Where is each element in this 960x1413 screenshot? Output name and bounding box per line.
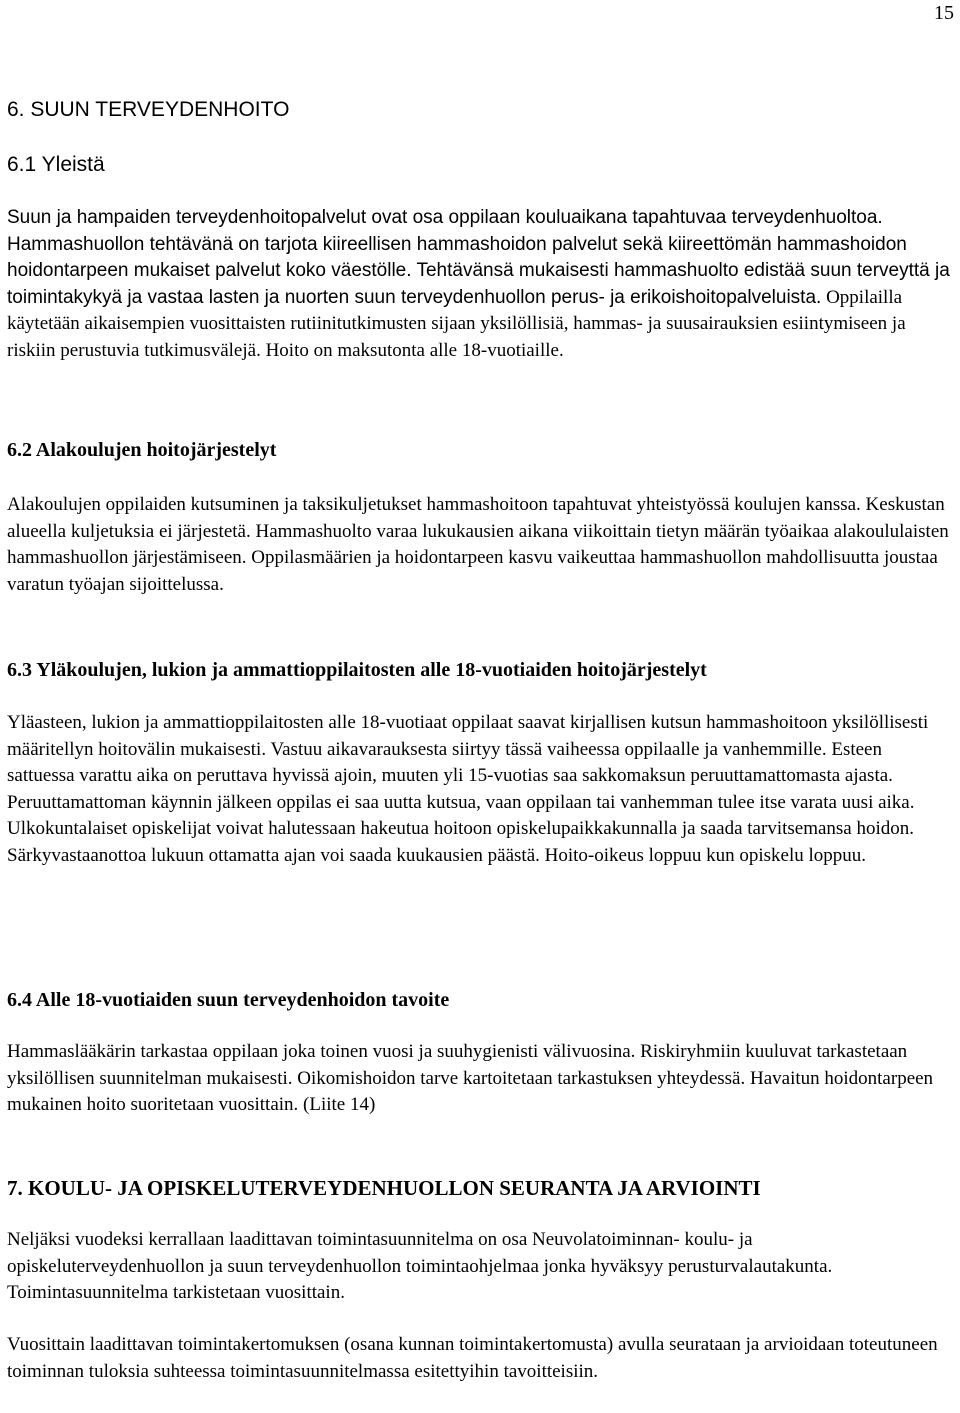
section-6-heading: 6. SUUN TERVEYDENHOITO <box>7 98 290 121</box>
section-6-3-paragraph: Yläasteen, lukion ja ammattioppilaitosten alle 18-vuotiaat oppilaat saavat kirjallisen kutsun hammashoitoon yksilöllisesti määritellyn hoitovälin mukaisesti. Vastuu aikavarauksesta siirtyy tässä vaiheessa oppilaalle ja vanhemmille. Esteen sattuessa varattu aika on peruttava hyvissä ajoin, muuten yli 15-vuotias saa sakkomaksun peruuttamattomasta ajasta. Peruuttamattoman käynnin jälkeen oppilas ei saa uutta kutsua, vaan oppilaan tai vanhemman tulee itse varata uusi aika. Ulkokuntalaiset opiskelijat voivat halutessaan hakeutua hoitoon opiskelupaikkakunnalla ja saada tarvitsemansa hoidon. Särkyvastaanottoa lukuun ottamatta ajan voi saada kuukausien päästä. Hoito-oikeus loppuu kun opiskelu loppuu. <box>7 712 929 866</box>
section-6-1-text-part1: Suun ja hampaiden terveydenhoitopalvelut ovat osa oppilaan kouluaikana tapahtuvaa terveydenhuoltoa. Hammashuollon tehtävänä on tarjota kiireellisen hammashoidon palvelut sekä kiireettömän hammashoidon hoidontarpeen mukaiset palvelut koko väestölle. Tehtävänsä mukaisesti hammashuolto edistää suun terveyttä ja toimintakykyä ja vastaa lasten ja nuorten suun terveydenhuollon perus- ja erikoishoitopalveluista. <box>7 207 950 308</box>
section-6-4-heading: 6.4 Alle 18-vuotiaiden suun terveydenhoidon tavoite <box>7 989 450 1011</box>
section-7-paragraph-2: Vuosittain laadittavan toimintakertomuksen (osana kunnan toimintakertomusta) avulla seurataan ja arvioidaan toteutuneen toiminnan tuloksia suhteessa toimintasuunnitelmassa esitettyihin tavoitteisiin. <box>7 1334 938 1382</box>
section-6-3-heading: 6.3 Yläkoulujen, lukion ja ammattioppilaitosten alle 18-vuotiaiden hoitojärjestelyt <box>7 659 707 681</box>
section-7-heading: 7. KOULU- JA OPISKELUTERVEYDENHUOLLON SEURANTA JA ARVIOINTI <box>7 1176 761 1200</box>
section-6-2-heading: 6.2 Alakoulujen hoitojärjestelyt <box>7 439 277 461</box>
page-number: 15 <box>934 2 954 24</box>
section-6-4-paragraph: Hammaslääkärin tarkastaa oppilaan joka toinen vuosi ja suuhygienisti välivuosina. Riskiryhmiin kuuluvat tarkastetaan yksilöllisen suunnitelman mukaisesti. Oikomishoidon tarve kartoitetaan tarkastuksen yhteydessä. Havaitun hoidontarpeen mukainen hoito suoritetaan vuosittain. (Liite 14) <box>7 1041 934 1115</box>
section-6-1-paragraph <box>7 205 951 364</box>
section-6-1-heading: 6.1 Yleistä <box>7 153 105 176</box>
section-6-1-text-part2: Oppilailla käytetään aikaisempien vuosittaisten rutiinitutkimusten sijaan yksilöllisiä, hammas- ja suusairauksien esiintymiseen ja riskiin perustuvia tutkimusvälejä. Hoito on maksutonta alle 18-vuotiaille. <box>7 286 906 361</box>
section-7-paragraph-1: Neljäksi vuodeksi kerrallaan laadittavan toimintasuunnitelma on osa Neuvolatoiminnan- koulu- ja opiskeluterveydenhuollon ja suun terveydenhuollon toimintaohjelmaa jonka hyväksyy perusturvalautakunta. Toimintasuunnitelma tarkistetaan vuosittain. <box>7 1229 833 1303</box>
section-6-2-paragraph: Alakoulujen oppilaiden kutsuminen ja taksikuljetukset hammashoitoon tapahtuvat yhteistyössä koulujen kanssa. Keskustan alueella kuljetuksia ei järjestetä. Hammashuolto varaa lukukausien aikana viikoittain tietyn määrän työaikaa alakoululaisten hammashuollon järjestämiseen. Oppilasmäärien ja hoidontarpeen kasvu vaikeuttaa hammashuollon mahdollisuutta joustaa varatun työajan sijoittelussa. <box>7 494 949 595</box>
